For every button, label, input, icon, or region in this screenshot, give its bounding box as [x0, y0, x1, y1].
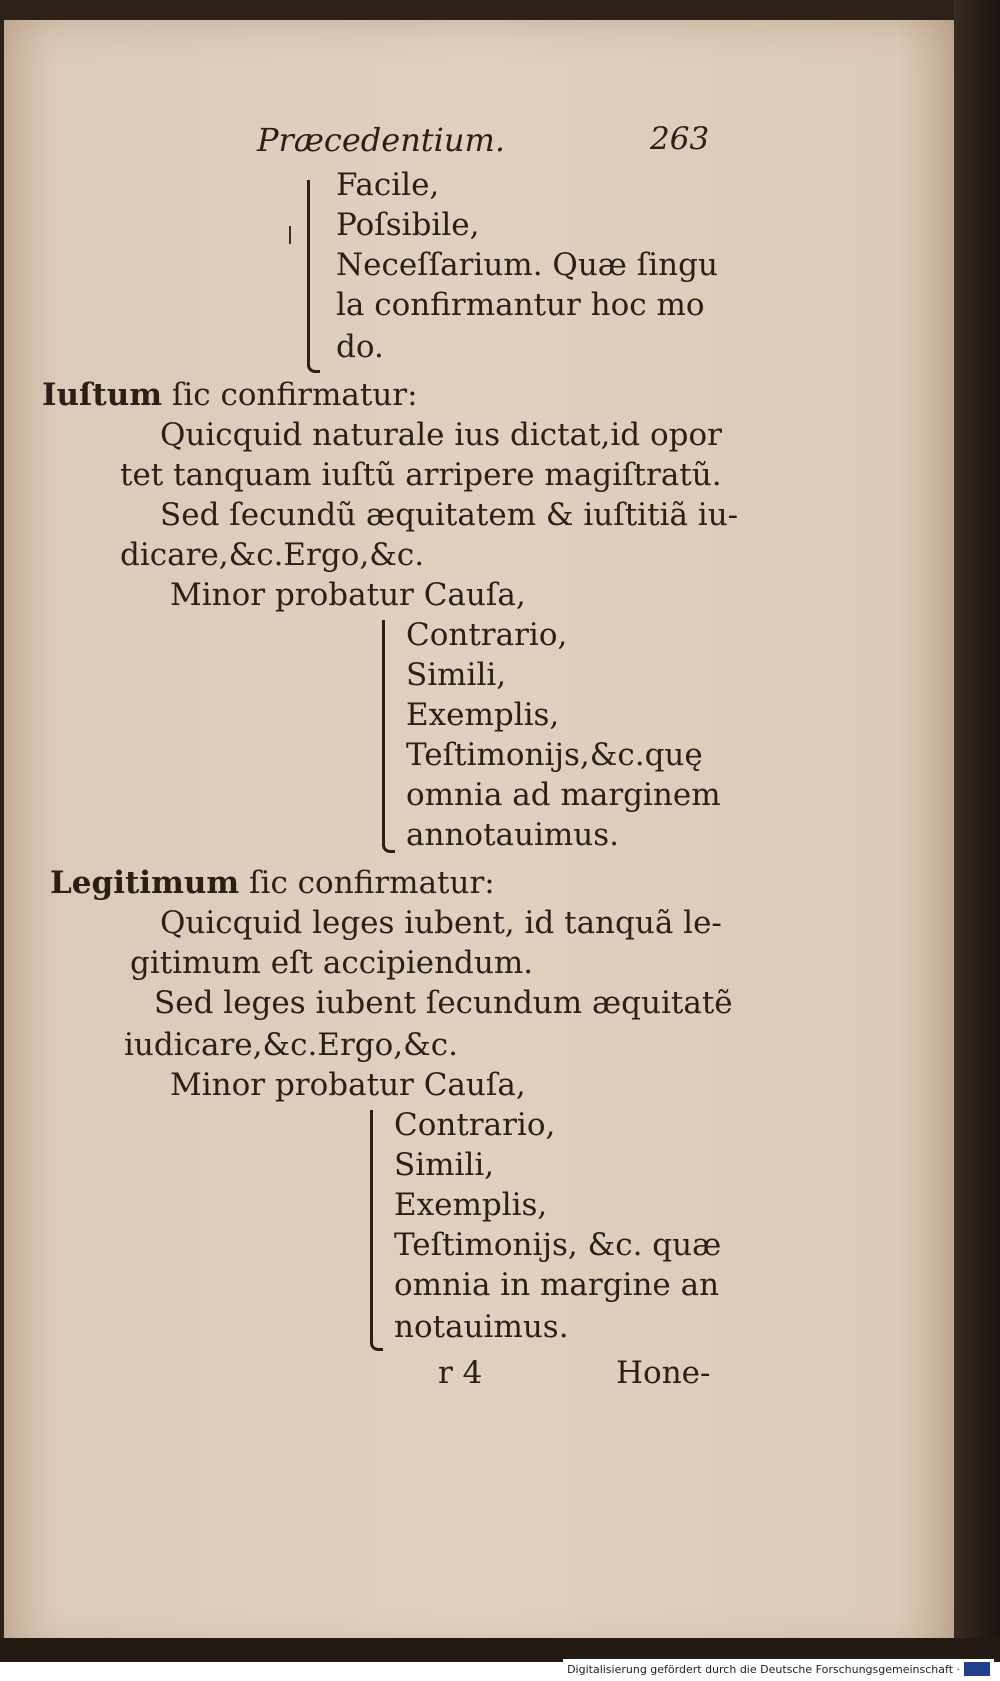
- list-item: Neceſſarium. Quæ ſingu: [336, 247, 718, 283]
- book-page: [4, 20, 954, 1654]
- brace-mark: [289, 226, 291, 244]
- list-item: Teſtimonijs, &c. quæ: [394, 1227, 722, 1263]
- catchword: Hone-: [616, 1355, 711, 1391]
- text-line: Minor probatur Cauſa,: [170, 577, 526, 613]
- text-line: Sed leges iubent ſecundum æquitatẽ: [154, 985, 733, 1021]
- text-line: Quicquid leges iubent, id tanquã le-: [160, 905, 722, 941]
- dfg-logo-icon: [964, 1662, 990, 1676]
- brace-list-2: [382, 620, 395, 853]
- heading-word: Legitimum: [50, 865, 240, 901]
- list-item: do.: [336, 329, 384, 365]
- list-item: annotauimus.: [406, 817, 620, 853]
- signature-mark: r 4: [438, 1355, 483, 1391]
- text-line: dicare,&c.Ergo,&c.: [120, 537, 425, 573]
- dfg-credit-bar: [563, 1659, 994, 1679]
- list-item: Simili,: [406, 657, 507, 693]
- brace-list-3: [370, 1110, 383, 1351]
- text-line: gitimum eſt accipiendum.: [130, 945, 534, 981]
- book-fore-edge: [954, 0, 1000, 1662]
- dfg-credit-text: Digitalisierung gefördert durch die Deutsche Forschungsgemeinschaft ·: [567, 1662, 960, 1676]
- list-item: omnia in margine an: [394, 1267, 720, 1303]
- brace-list-1: [307, 180, 320, 373]
- list-item: Exemplis,: [394, 1187, 548, 1223]
- list-item: notauimus.: [394, 1309, 569, 1345]
- text-line: tet tanquam iuſtũ arripere magiſtratũ.: [120, 457, 722, 493]
- list-item: Poſsibile,: [336, 207, 480, 243]
- text-line: Quicquid naturale ius dictat,id opor: [160, 417, 722, 453]
- section-heading-iustum: [42, 377, 418, 413]
- heading-rest: ſic confirmatur:: [171, 377, 418, 413]
- running-title: Præcedentium.: [257, 121, 506, 159]
- list-item: Teſtimonijs,&c.quę: [406, 737, 703, 773]
- text-line: Minor probatur Cauſa,: [170, 1067, 526, 1103]
- list-item: Contrario,: [406, 617, 568, 653]
- heading-word: Iuſtum: [42, 377, 163, 413]
- list-item: Simili,: [394, 1147, 495, 1183]
- list-item: la confirmantur hoc mo: [336, 287, 705, 323]
- list-item: Contrario,: [394, 1107, 556, 1143]
- list-item: omnia ad marginem: [406, 777, 721, 813]
- section-heading-legitimum: [50, 865, 495, 901]
- text-line: iudicare,&c.Ergo,&c.: [124, 1027, 458, 1063]
- list-item: Facile,: [336, 167, 440, 203]
- page-number: 263: [650, 121, 710, 157]
- heading-rest: ſic confirmatur:: [249, 865, 495, 901]
- list-item: Exemplis,: [406, 697, 560, 733]
- text-line: Sed ſecundũ æquitatem & iuſtitiã iu-: [160, 497, 739, 533]
